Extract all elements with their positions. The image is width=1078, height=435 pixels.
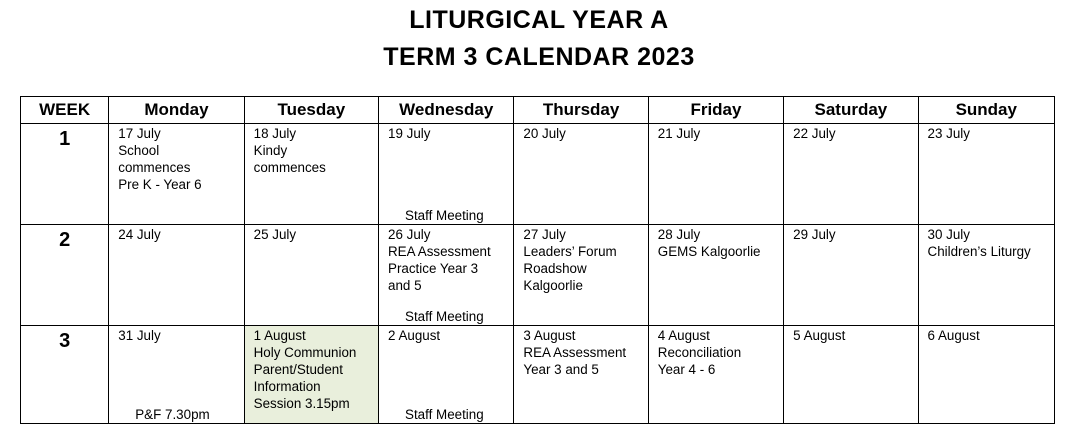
calendar-table xyxy=(20,96,1055,424)
day-text: 26 July REA Assessment Practice Year 3 and 5 xyxy=(388,227,491,293)
day-cell xyxy=(648,225,783,326)
day-cell xyxy=(514,326,648,424)
day-text: 4 August Reconciliation Year 4 - 6 xyxy=(657,328,742,377)
day-cell xyxy=(109,326,244,424)
page-title: LITURGICAL YEAR A xyxy=(409,6,669,34)
day-cell xyxy=(648,124,783,225)
header-sunday: Sunday xyxy=(918,97,1054,124)
week-row xyxy=(21,124,1055,225)
day-cell xyxy=(109,225,244,326)
day-cell-highlighted xyxy=(244,326,378,424)
day-text: 5 August xyxy=(793,328,846,343)
header-saturday: Saturday xyxy=(784,97,918,124)
day-text: 25 July xyxy=(253,227,297,242)
day-cell xyxy=(784,124,918,225)
day-text: 1 August Holy Communion Parent/Student Information Session 3.15pm xyxy=(253,328,357,411)
day-text: 17 July School commences Pre K - Year 6 xyxy=(118,126,202,192)
day-text: 3 August REA Assessment Year 3 and 5 xyxy=(523,328,627,377)
day-cell xyxy=(648,326,783,424)
week-row xyxy=(21,225,1055,326)
day-text: 27 July Leaders’ Forum Roadshow Kalgoorlie xyxy=(523,227,617,293)
day-cell xyxy=(109,124,244,225)
day-text: 18 July Kindy commences xyxy=(253,126,326,175)
day-cell xyxy=(379,326,514,424)
page-subtitle: TERM 3 CALENDAR 2023 xyxy=(383,43,695,71)
day-note: Staff Meeting xyxy=(405,407,484,422)
week-number: 1 xyxy=(59,128,71,150)
day-note: Staff Meeting xyxy=(405,309,484,324)
header-row xyxy=(21,97,1055,124)
header-tuesday: Tuesday xyxy=(244,97,378,124)
day-note: P&F 7.30pm xyxy=(135,407,210,422)
header-wednesday: Wednesday xyxy=(379,97,514,124)
day-text: 29 July xyxy=(793,227,836,242)
day-cell xyxy=(514,225,648,326)
day-cell xyxy=(244,225,378,326)
day-text: 21 July xyxy=(657,126,701,141)
header-thursday: Thursday xyxy=(514,97,648,124)
day-text: 19 July xyxy=(388,126,431,141)
day-cell xyxy=(514,124,648,225)
day-cell xyxy=(918,225,1054,326)
day-text: 23 July xyxy=(927,126,970,141)
week-number-cell xyxy=(21,326,109,424)
day-cell xyxy=(379,124,514,225)
day-cell xyxy=(918,326,1054,424)
day-text: 2 August xyxy=(388,328,441,343)
week-number: 2 xyxy=(59,229,71,251)
day-cell xyxy=(784,225,918,326)
day-cell xyxy=(918,124,1054,225)
day-cell xyxy=(244,124,378,225)
day-text: 20 July xyxy=(523,126,566,141)
day-text: 6 August xyxy=(927,328,980,343)
day-cell xyxy=(379,225,514,326)
day-text: 31 July xyxy=(118,328,161,343)
day-text: 24 July xyxy=(118,227,161,242)
day-text: 22 July xyxy=(793,126,836,141)
week-number-cell xyxy=(21,225,109,326)
header-monday: Monday xyxy=(109,97,244,124)
week-number-cell xyxy=(21,124,109,225)
day-text: 28 July GEMS Kalgoorlie xyxy=(657,227,761,259)
week-row xyxy=(21,326,1055,424)
day-text: 30 July Children’s Liturgy xyxy=(927,227,1031,259)
day-note: Staff Meeting xyxy=(405,208,484,223)
header-friday: Friday xyxy=(648,97,783,124)
day-cell xyxy=(784,326,918,424)
week-number: 3 xyxy=(59,330,71,352)
header-week: WEEK xyxy=(21,97,109,124)
